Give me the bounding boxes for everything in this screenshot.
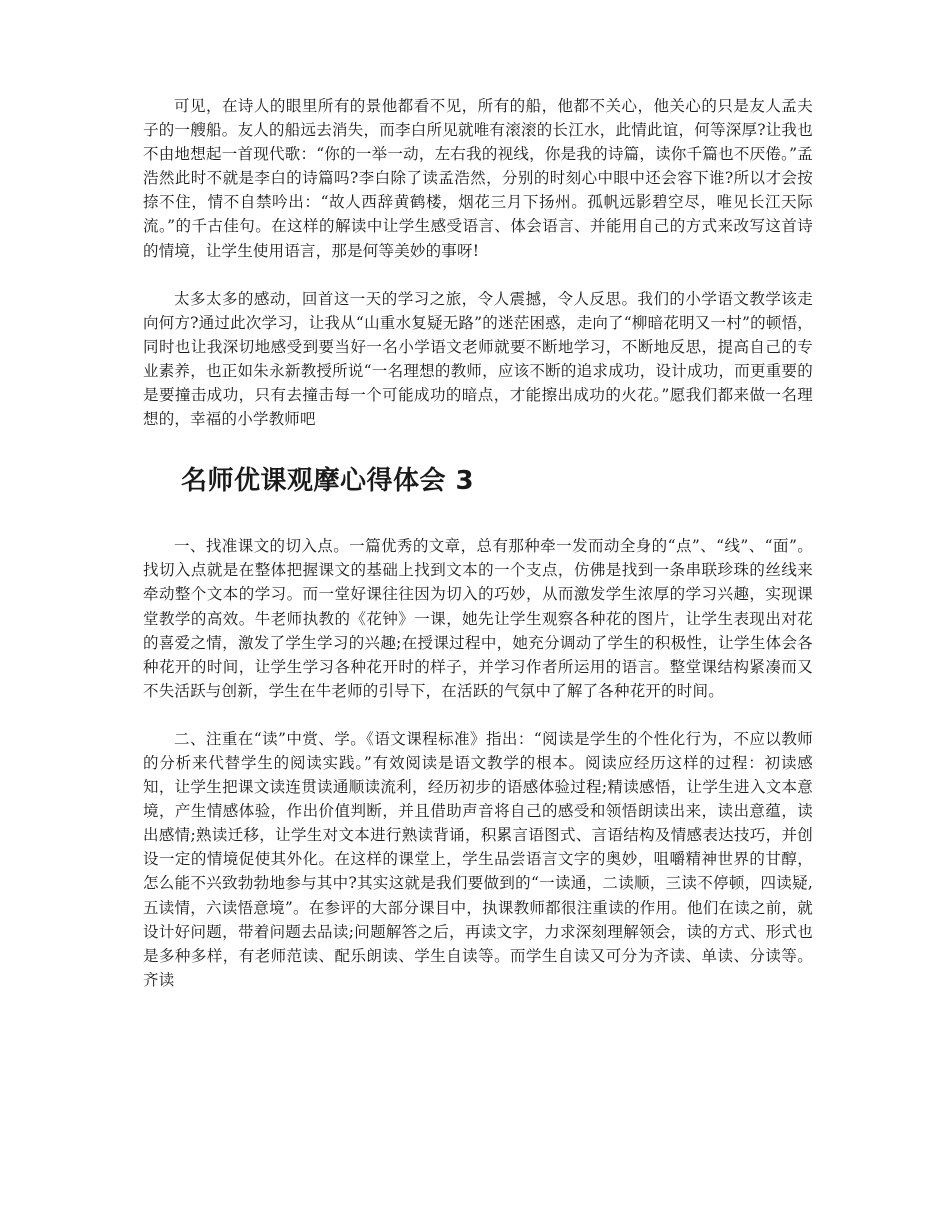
paragraph: 太多太多的感动，回首这一天的学习之旅，令人震撼，令人反思。我们的小学语文教学该走向何方?通过此次学习，让我从“山重水复疑无路”的迷茫困惑，走向了“柳暗花明又一村”的顿悟，同时也让我深切地感受到要当好一名小学语文老师就要不断地学习，不断地反思，提高自己的专业素养，也正如朱永新教授所说“一名理想的教师，应该不断的追求成功，设计成功，而更重要的是要撞击成功，只有去撞击每一个可能成功的暗点，才能擦出成功的火花。”愿我们都来做一名理想的，幸福的小学教师吧 [143,289,813,429]
section-heading: 名师优课观摩心得体会 3 [181,466,475,497]
paragraph: 二、注重在“读”中赏、学。《语文课程标准》指出：“阅读是学生的个性化行为，不应以教师的分析来代替学生的阅读实践。”有效阅读是语文教学的根本。阅读应经历这样的过程：初读感知，让学生把课文读连贯读通顺读流利，经历初步的语感体验过程;精读感悟，让学生进入文本意境，产生情感体验，作出价值判断，并且借助声音将自己的感受和领悟朗读出来，读出意蕴，读出感情;熟读迁移，让学生对文本进行熟读背诵，积累言语图式、言语结构及情感表达技巧，并创设一定的情境促使其外化。在这样的课堂上，学生品尝语言文字的奥妙，咀嚼精神世界的甘醇，怎么能不兴致勃勃地参与其中?其实这就是我们要做到的“一读通，二读顺，三读不停顿，四读疑,五读情，六读悟意境”。在参评的大部分课目中，执课教师都很注重读的作用。他们在读之前，就设计好问题，带着问题去品读;问题解答之后，再读文字，力求深刻理解领会，读的方式、形式也是多种多样，有老师范读、配乐朗读、学生自读等。而学生自读又可分为齐读、单读、分读等。齐读 [143,729,813,989]
paragraph: 一、找准课文的切入点。一篇优秀的文章，总有那种牵一发而动全身的“点”、“线”、“面”。找切入点就是在整体把握课文的基础上找到文本的一个支点，仿佛是找到一条串联珍珠的丝线来牵动整个文本的学习。而一堂好课往往因为切入的巧妙，从而激发学生浓厚的学习兴趣，实现课堂教学的高效。牛老师执教的《花钟》一课，她先让学生观察各种花的图片，让学生表现出对花的喜爱之情，激发了学生学习的兴趣;在授课过程中，她充分调动了学生的积极性，让学生体会各种花开的时间，让学生学习各种花开时的样子，并学习作者所运用的语言。整堂课结构紧凑而又不失活跃与创新，学生在牛老师的引导下，在活跃的气氛中了解了各种花开的时间。 [143,537,813,700]
paragraph: 可见，在诗人的眼里所有的景他都看不见，所有的船，他都不关心，他关心的只是友人孟夫子的一艘船。友人的船远去消失，而李白所见就唯有滚滚的长江水，此情此谊，何等深厚?让我也不由地想起一首现代歌：“你的一举一动，左右我的视线，你是我的诗篇，读你千篇也不厌倦。”孟浩然此时不就是李白的诗篇吗?李白除了读孟浩然，分别的时刻心中眼中还会容下谁?所以才会按捺不住，情不自禁吟出：“故人西辞黄鹤楼，烟花三月下扬州。孤帆远影碧空尽，唯见长江天际流。”的千古佳句。在这样的解读中让学生感受语言、体会语言、并能用自己的方式来改写这首诗的情境，让学生使用语言，那是何等美妙的事呀! [143,97,813,260]
document-body [143,94,813,992]
section-previous-text [143,94,813,431]
section-3-text [143,534,813,992]
